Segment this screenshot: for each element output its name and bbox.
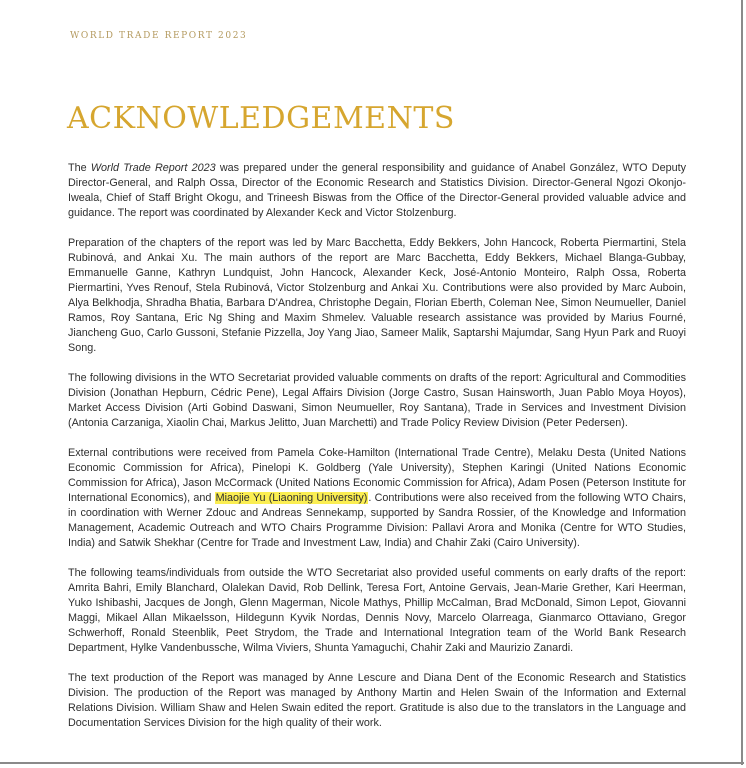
page-edge-right xyxy=(741,0,743,765)
paragraph-text: was prepared under the general responsibility and guidance of Anabel González, WTO Deputy Director-General, and Ralph Ossa, Director of the Economic Research and Statistics Division. Director-General Ngozi Okonjo-Iweala, Chief of Staff Bright Okogu, and Trineesh Biswas from the Office of the Director-General provided valuable advice and guidance. The report was coordinated by Alexander Keck and Victor Stolzenburg. xyxy=(68,162,686,219)
highlighted-text: Miaojie Yu (Liaoning University) xyxy=(215,492,368,504)
report-title-italic: World Trade Report 2023 xyxy=(90,162,216,174)
paragraph-text: . Contributions were also received from the following WTO Chairs, in coordination with Werner Zdouc and Andreas Sennekamp, supported by Sandra Rossier, of the Knowledge and Information Management, Academic Outreach and WTO Chairs Programme Division: Pallavi Arora and Monika (Centre for WTO Studies, India) and Satwik Shekhar (Centre for Trade and Investment Law, India) and Chahir Zaki (Cairo University). xyxy=(68,492,687,549)
paragraph-wto-divisions: The following divisions in the WTO Secretariat provided valuable comments on drafts of the report: Agricultural and Commodities Division (Jonathan Hepburn, Cédric Pene), Legal Affairs Division (Jorge Castro, Susan Hainsworth, Juan Pablo Moya Hoyos), Market Access Division (Arti Gobind Daswani, Simon Neumueller, Roy Santana), Trade in Services and Investment Division (Antonia Carzaniga, Xiaolin Chai, Markus Jelitto, Juan Marchetti) and Trade Policy Review Division (Peter Pedersen). xyxy=(68,372,686,429)
body-text xyxy=(68,161,686,731)
paragraph-external-contributions xyxy=(68,446,686,551)
paragraph-text: The xyxy=(68,162,91,174)
paragraph-responsibility xyxy=(68,161,686,221)
paragraph-outside-comments: The following teams/individuals from outside the WTO Secretariat also provided useful comments on early drafts of the report: Amrita Bahri, Emily Blanchard, Olalekan David, Rob Dellink, Teresa Fort, Antoine Gervais, Jean-Marie Grether, Kari Heerman, Yuko Ishibashi, Jacques de Jongh, Glenn Magerman, Nicole Mathys, Phillip McCalman, Brad McDonald, Simon Lepot, Giovanni Maggi, Mikael Allan Mikaelsson, Hildegunn Kyvik Nordas, Dennis Novy, Marcelo Olarreaga, Gianmarco Ottaviano, Gregor Schwerhoff, Ronald Steenblik, Peet Strydom, the Trade and International Integration team of the World Bank Research Department, Hylke Vandenbussche, Wilma Viviers, Shunta Yamaguchi, Chahir Zaki and Maurizio Zanardi. xyxy=(68,567,686,654)
paragraph-authors: Preparation of the chapters of the report was led by Marc Bacchetta, Eddy Bekkers, John Hancock, Roberta Piermartini, Stela Rubinová, and Ankai Xu. The main authors of the report are Marc Bacchetta, Eddy Bekkers, Michael Blanga-Gubbay, Emmanuelle Ganne, Kathryn Lundquist, John Hancock, Alexander Keck, José-Antonio Monteiro, Ralph Ossa, Roberta Piermartini, Yves Renouf, Stela Rubinová, Victor Stolzenburg and Ankai Xu. Contributions were also provided by Marc Auboin, Alya Belkhodja, Shradha Bhatia, Barbara D'Andrea, Christophe Degain, Florian Eberth, Coleman Nee, Simon Neumueller, Daniel Ramos, Roy Santana, Eric Ng Shing and Maxim Shmelev. Valuable research assistance was provided by Marius Fourné, Jiancheng Guo, Carlo Gussoni, Stefanie Pizzella, Joy Yang Jiao, Sameer Malik, Saptarshi Majumdar, Sang Hyun Park and Ruoyi Song. xyxy=(68,237,686,354)
page-title: ACKNOWLEDGEMENTS xyxy=(67,101,455,136)
report-kicker: WORLD TRADE REPORT 2023 xyxy=(70,31,248,41)
paragraph-text: External contributions were received from Pamela Coke-Hamilton (International Trade Centre), Melaku Desta (United Nations Economic Commission for Africa), Pinelopi K. Goldberg (Yale University), Stephen Karingi (United Nations Economic Commission for Africa), Jason McCormack (United Nations Economic Commission for Africa), Adam Posen (Peterson Institute for International Economics), and xyxy=(68,447,686,504)
paragraph-production: The text production of the Report was managed by Anne Lescure and Diana Dent of the Economic Research and Statistics Division. The production of the Report was managed by Anthony Martin and Helen Swain of the Information and External Relations Division. William Shaw and Helen Swain edited the report. Gratitude is also due to the translators in the Language and Documentation Services Division for the high quality of their work. xyxy=(68,672,686,729)
page-edge-bottom xyxy=(0,762,744,764)
